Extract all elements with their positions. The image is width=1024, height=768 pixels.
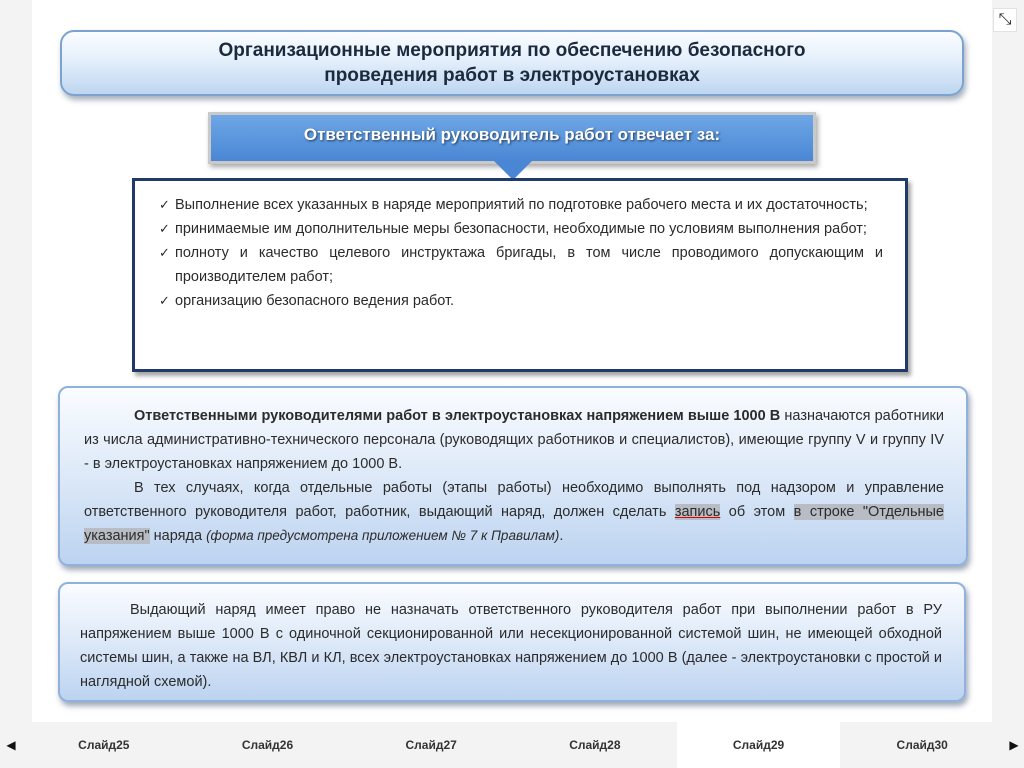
slide-navigation-bar	[0, 722, 1024, 768]
responsible-managers-info	[58, 386, 968, 566]
info-paragraph-1-rest: назначаются работники из числа административно-технического персонала (руководящих работников и специалистов), имеющие группу V и группу IV - в электроустановках напряжением до 1000 В.	[84, 408, 944, 472]
list-item	[159, 193, 883, 217]
check-icon: ✓	[159, 245, 170, 260]
list-item-text: принимаемые им дополнительные меры безопасности, необходимые по условиям выполнения работ;	[175, 221, 867, 237]
next-slide-icon[interactable]: ▶	[1009, 738, 1019, 752]
exit-fullscreen-icon[interactable]: ⤡	[993, 8, 1017, 32]
list-item	[159, 217, 883, 241]
info-paragraph-2-end: .	[559, 528, 564, 544]
list-item	[159, 289, 883, 313]
slide-title-box	[60, 30, 964, 96]
slide-tabs	[22, 722, 1004, 768]
responsible-header	[208, 112, 816, 164]
prev-slide-icon[interactable]: ◀	[6, 738, 16, 752]
form-reference: (форма предусмотрена приложением № 7 к Правилам)	[206, 528, 560, 543]
slide-title-line2: проведения работ в электроустановках	[324, 65, 700, 86]
list-item	[159, 241, 883, 289]
slide-title-line1: Организационные мероприятия по обеспечению безопасного	[218, 40, 806, 61]
underlined-word: запись	[674, 504, 721, 520]
header-arrow	[493, 160, 533, 180]
slide-title	[162, 38, 862, 88]
highlighted-phrase: в строке "Отдельные указания"	[84, 504, 945, 544]
tab-slide28[interactable]: Слайд28	[569, 738, 621, 752]
issuer-rights-text: Выдающий наряд имеет право не назначать ответственного руководителя работ при выполнении работ в РУ напряжением выше 1000 В с одиночной секционированной или несекционированной системой шин, не имеющей обходной системы шин, а также на ВЛ, КВЛ и КЛ, всех электроустановках напряжением до 1000 В (далее - электроустановки с простой и наглядной схемой).	[80, 602, 942, 690]
list-item-text: полноту и качество целевого инструктажа бригады, в том числе проводимого допускающим и производителем работ;	[175, 245, 883, 285]
info-paragraph-2-after: наряда	[149, 528, 207, 544]
tab-slide27[interactable]: Слайд27	[405, 738, 457, 752]
check-icon: ✓	[159, 197, 170, 212]
responsible-header-text: Ответственный руководитель работ отвечает за:	[303, 125, 721, 144]
check-icon: ✓	[159, 293, 170, 308]
check-icon: ✓	[159, 221, 170, 236]
tab-slide30[interactable]: Слайд30	[896, 738, 948, 752]
responsibilities-list	[132, 178, 908, 372]
tab-slide26[interactable]: Слайд26	[241, 738, 294, 752]
info-paragraph-2-start: В тех случаях, когда отдельные работы (этапы работы) необходимо выполнять под надзором и управление ответственного руководителя работ, работник, выдающий наряд, должен сделать	[84, 480, 944, 520]
info-paragraph-1-bold: Ответственными руководителями работ в электроустановках напряжением выше 1000 В	[134, 408, 781, 424]
list-item-text: Выполнение всех указанных в наряде мероприятий по подготовке рабочего места и их достаточность;	[175, 197, 868, 213]
list-item-text: организацию безопасного ведения работ.	[175, 293, 455, 309]
tab-slide25[interactable]: Слайд25	[78, 738, 130, 752]
tab-slide29[interactable]: Слайд29	[677, 722, 841, 768]
info-paragraph-2	[84, 476, 944, 548]
issuer-rights-info	[58, 582, 966, 702]
info-paragraph-1	[84, 404, 944, 476]
info-paragraph-2-mid: об этом	[720, 504, 794, 520]
